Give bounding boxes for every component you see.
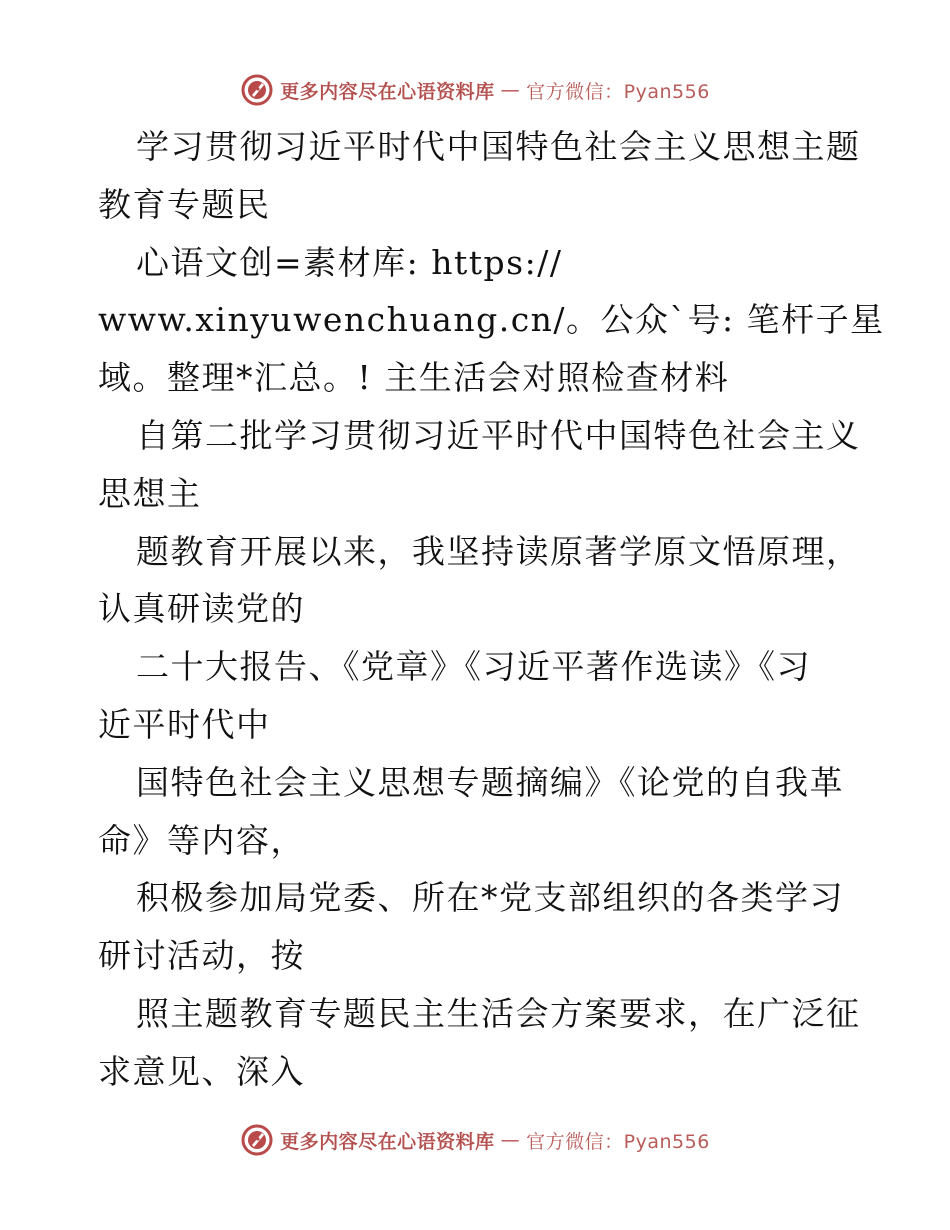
document-body	[98, 118, 885, 1101]
banner-wechat: 官方微信：Pyan556	[526, 80, 710, 103]
text-line: 认真研读党的	[98, 589, 305, 629]
text-line: 研讨活动，按	[98, 936, 305, 976]
banner-brand: 更多内容尽在心语资料库	[280, 80, 495, 103]
text-line: 积极参加局党委、所在*党支部组织的各类学习	[136, 878, 844, 918]
text-line: 自第二批学习贯彻习近平时代中国特色社会主义	[136, 415, 861, 455]
text-line: 学习贯彻习近平时代中国特色社会主义思想主题	[136, 127, 861, 166]
header-banner	[0, 70, 950, 110]
text-line: www.xinyuwenchuang.cn/。公众`号: 笔杆子星	[98, 300, 885, 340]
text-line: 照主题教育专题民主生活会方案要求，在广泛征	[136, 993, 861, 1033]
banner-brand: 更多内容尽在心语资料库	[280, 1130, 495, 1153]
banner-separator: —	[500, 1129, 521, 1151]
text-line: 国特色社会主义思想专题摘编》《论党的自我革	[136, 762, 844, 802]
text-line: 域。整理*汇总。! 主生活会对照检查材料	[98, 358, 730, 398]
text-line: 近平时代中	[98, 704, 271, 744]
pen-nib-circle-icon	[240, 73, 274, 107]
text-line: 题教育开展以来，我坚持读原著学原文悟原理，	[136, 531, 861, 571]
text-line: 思想主	[98, 473, 202, 513]
footer-banner	[0, 1120, 950, 1160]
pen-nib-circle-icon	[240, 1123, 274, 1157]
banner-wechat: 官方微信：Pyan556	[526, 1130, 710, 1153]
text-line: 命》等内容，	[98, 820, 305, 860]
banner-separator: —	[500, 79, 521, 101]
text-line: 教育专题民	[98, 184, 271, 224]
text-line: 心语文创=素材库: https://	[136, 242, 563, 282]
text-line: 二十大报告、《党章》《习近平著作选读》《习	[136, 647, 811, 687]
text-line: 求意见、深入	[98, 1051, 305, 1091]
